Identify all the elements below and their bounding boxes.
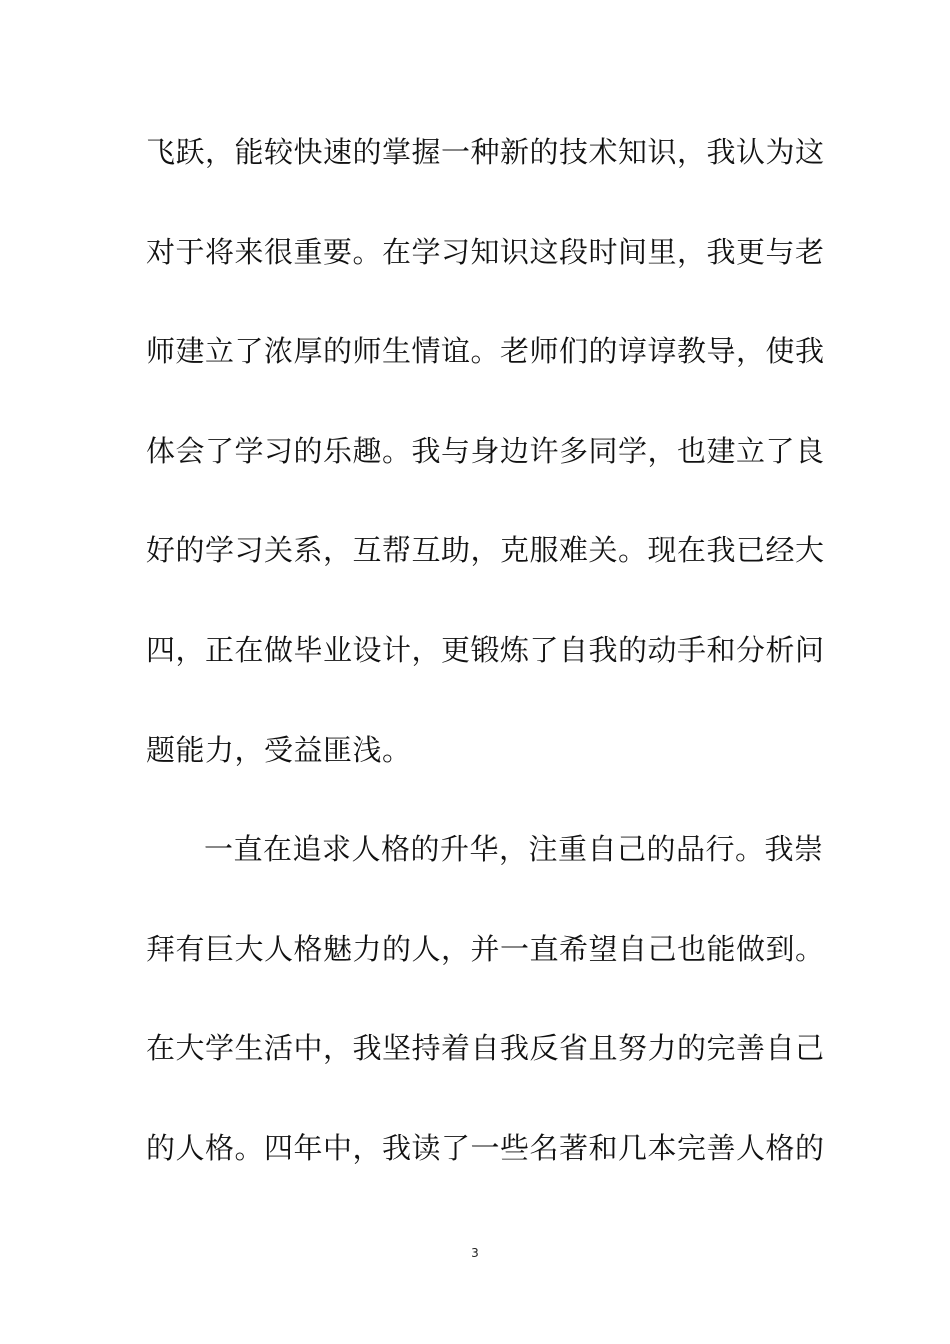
text-line: 四，正在做毕业设计，更锻炼了自我的动手和分析问 [146,632,825,667]
text-line: 题能力，受益匪浅。 [146,732,412,767]
text-line: 师建立了浓厚的师生情谊。老师们的谆谆教导，使我 [146,334,825,369]
text-line: 飞跃，能较快速的掌握一种新的技术知识，我认为这 [146,135,825,169]
page-number: 3 [471,1246,479,1260]
body-text [146,127,825,1223]
text-line: 拜有巨大人格魅力的人，并一直希望自己也能做到。 [146,931,825,966]
text-line: 好的学习关系，互帮互助，克服难关。现在我已经大 [146,533,825,568]
paragraph-start-line: 一直在追求人格的升华，注重自己的品行。我崇 [204,832,824,867]
text-line: 的人格。四年中，我读了一些名著和几本完善人格的 [146,1130,825,1165]
text-line: 对于将来很重要。在学习知识这段时间里，我更与老 [146,234,825,269]
text-line: 体会了学习的乐趣。我与身边许多同学，也建立了良 [146,433,825,468]
text-line: 在大学生活中，我坚持着自我反省且努力的完善自己 [146,1031,825,1066]
